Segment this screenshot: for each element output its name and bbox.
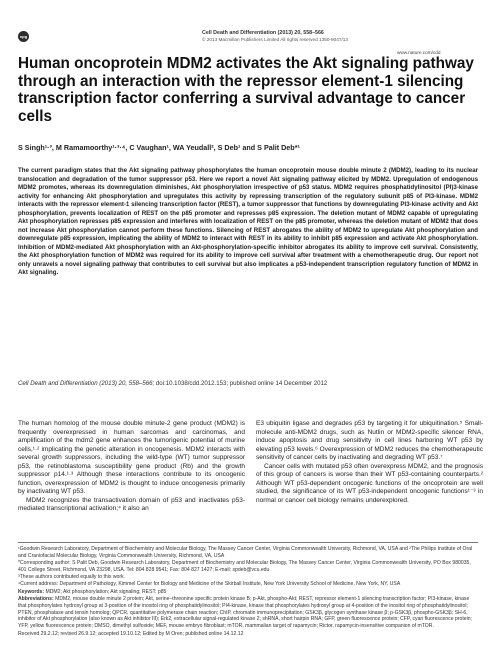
keywords-note	[18, 589, 478, 596]
citation-source: Cell Death and Differentiation (2013) 20, 558–566;	[18, 380, 156, 387]
current-address-note: ⁴Current address: Department of Pathology, Kimmel Center for Biology and Medicine of the Skirball Institute, New York University School of Medicine, New York, NY, USA	[18, 581, 401, 588]
body-paragraph: E3 ubiquitin ligase and degrades p53 by targeting it for ubiquitination.⁵ Small-molecule anti-MDM2 drugs, such as Nutlin or MDM2-specific silencer RNA, induce apoptosis and drug sensitivity in cell lines harboring WT p53 by elevating p53 levels.⁶ Overexpression of MDM2 reduces the chemotherapeutic sensitivity of cancer cells by inactivating and degrading WT p53.⁷	[256, 420, 483, 462]
affiliations-note: ¹Goodwin Research Laboratory, Department of Biochemistry and Molecular Biology, The Massey Cancer Center, Virginia Commonwealth University, Richmond, VA, USA and ²The Philips Institute of Oral and Craniofacial Molecular Biology, Virginia Commonwealth University, Richmond, VA, USA	[18, 546, 473, 559]
abbreviations-label: Abbreviations:	[18, 596, 54, 603]
journal-website-link[interactable]: www.nature.com/cdd	[397, 50, 441, 55]
journal-line: Cell Death and Differentiation (2013) 20, 558–566	[202, 30, 324, 36]
abstract: The current paradigm states that the Akt signaling pathway phosphorylates the human oncoprotein mouse double minute 2 (MDM2), leading to its nuclear translocation and degradation of the tumor suppressor p53. Here we report a novel Akt signaling pathway elicited by MDM2. Upregulation of endogenous MDM2 promotes, whereas its downregulation diminishes, Akt phosphorylation irrespective of p53 status. MDM2 requires phosphatidylinositol (PI)3-kinase activity for enhancing Akt phosphorylation and upregulates this activity by repressing transcription of the regulatory subunit p85 of PI3-kinase. MDM2 interacts with the repressor element-1 silencing transcription factor (REST), a tumor suppressor that functions by downregulating PI3-kinase activity and Akt phosphorylation, prevents localization of REST on the p85 promoter and represses p85 expression. The deletion mutant of MDM2 capable of upregulating Akt phosphorylation represses p85 expression and interferes with localization of REST on the p85 promoter, whereas the deletion mutant of MDM2 that does not increase Akt phosphorylation cannot perform these functions. Silencing of REST abrogates the ability of MDM2 to upregulate Akt phosphorylation and downregulate p85 expression, implicating the ability of MDM2 to interact with REST in its ability to inhibit p85 expression and activate Akt phosphorylation. Inhibition of MDM2-mediated Akt phosphorylation with an Akt-phosphorylation-specific inhibitor abrogates its ability to improve cell survival. Consistently, the Akt phosphorylation function of MDM2 was required for its ability to improve cell survival after treatment with a chemotherapeutic drug. Our report not only unravels a novel signaling pathway that contributes to cell survival but also implicates a p53-independent transcription regulatory function of MDM2 in Akt signaling.	[18, 167, 478, 276]
equal-contribution-note: ³These authors contributed equally to this work.	[18, 574, 126, 581]
footnote-divider	[18, 542, 478, 543]
citation-doi[interactable]: doi:10.1038/cdd.2012.153; published online 14 December 2012	[155, 380, 328, 387]
received-note: Received 29.2.12; revised 26.9.12; accepted 19.10.12; Edited by M Oren; published online 14.12.12	[18, 630, 244, 637]
keywords-text: MDM2; Akt phosphorylation; Akt signaling; REST; p85	[44, 588, 167, 595]
body-column-left	[18, 420, 245, 514]
npg-logo: npg	[18, 31, 29, 42]
article-title: Human oncoprotein MDM2 activates the Akt signaling pathway through an interaction with the repressor element-1 silencing transcription factor conferring a survival advantage to cancer cells	[18, 55, 474, 125]
copyright-line: © 2013 Macmillan Publishers Limited All rights reserved 1350-9047/13	[202, 37, 348, 42]
body-paragraph: The human homolog of the mouse double minute-2 gene product (MDM2) is frequently overexpressed in human sarcomas and carcinomas, and amplification of the mdm2 gene enhances the tumorigenic potential of murine cells,¹·² implicating the genetic alteration in oncogenesis. MDM2 interacts with several growth suppressors, including the wild-type (WT) tumor suppressor p53, the retinoblastoma susceptibility gene product (Rb) and the growth suppressor p14.¹·³ Although these interactions contribute to its oncogenic function, overexpression of MDM2 is thought to induce oncogenesis primarily by inactivating WT p53.	[18, 420, 245, 496]
keywords-label: Keywords:	[18, 588, 45, 595]
citation-line	[18, 380, 478, 387]
correspondence-note: *Corresponding author: S Palit Deb, Goodwin Research Laboratory, Department of Biochemistry and Molecular Biology, The Massey Cancer Center, Virginia Commonwealth University, PO Box 980035, 401 College Street, Richmond, VA 23298, USA. Tel: 804 828 9541; Fax: 804 827 1427; E-mail: spdeb@vcu.edu	[18, 560, 471, 573]
body-column-right	[256, 420, 483, 505]
author-list: S Singh¹·³, M Ramamoorthy¹·³·⁴, C Vaughan¹, WA Yeudall², S Deb¹ and S Palit Deb*¹	[18, 143, 300, 152]
abbreviations-note	[18, 596, 478, 630]
footnotes	[18, 546, 478, 638]
body-paragraph: MDM2 recognizes the transactivation domain of p53 and inactivates p53-mediated transcriptional activation;⁴ it also an	[18, 496, 245, 513]
abbreviations-text: MDM2, mouse double minute 2 protein; Akt, serine–threonine specific protein kinase B; p-Akt, phospho-Akt; REST, repressor element-1 silencing transcription factor; PI3-kinase, kinase that phosphorylates hydroxyl group at 3-position of the inositol ring of phosphatidylinositol; PI4-kinase, kinase that phosphorylates hydroxyl group at 4-position of the inositol ring of phosphatidylinositol; PTEN, phosphatase and tensin homolog; QPCR, quantitative polymerase chain reaction; ChIP, chromatin immunoprecipitation; GSK3β, glycogen synthase kinase β; p-GSK3β, phospho-GSK3β; SH-6, inhibitor of Akt phosphorylation (also known as Akt inhibitor III); Erk2, extracellular signal-regulated kinase 2; shRNA, short hairpin RNA; GFP, green fluorescence protein; CFP, cyan fluorescence protein; YFP, yellow fluorescence protein; DMSO, dimethyl sulfoxide; MEF, mouse embryo fibroblast; mTOR, mammalian target of rapamycin; Rictor, rapamycin-insensitive companion of mTOR.	[18, 596, 472, 630]
body-paragraph: Cancer cells with mutated p53 often overexpress MDM2, and the prognosis of this group of cancers is worse than their WT p53-containing counterparts.² Although WT p53-dependent oncogenic functions of the oncoprotein are well studied, the significance of its WT p53-independent oncogenic functions¹⁻³ in normal or cancer cell biology remains underexplored.	[256, 462, 483, 504]
